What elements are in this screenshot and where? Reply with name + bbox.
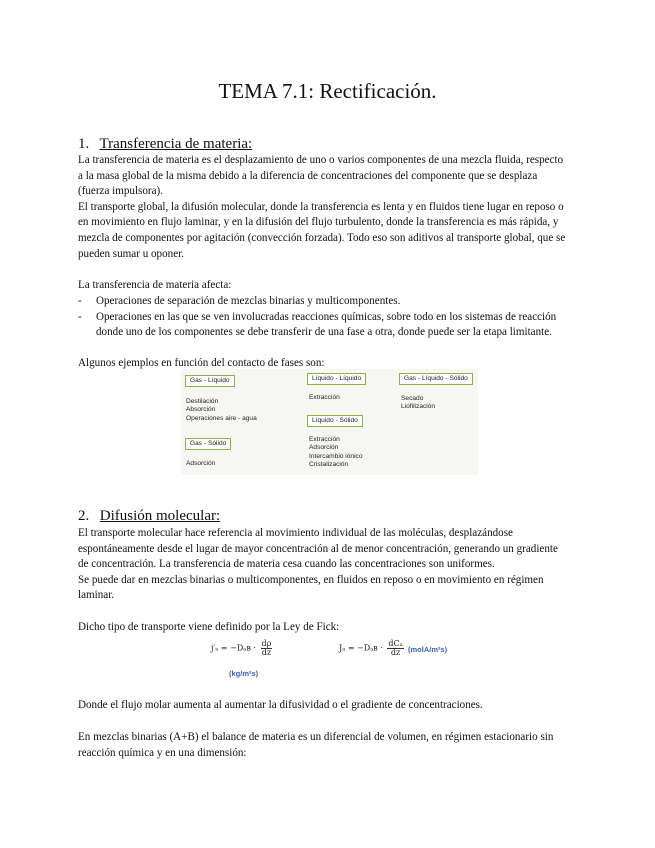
affects-list [78,294,598,341]
fraction-denominator: dz [261,648,272,657]
list-item: Adsorción [186,460,216,467]
box-gas-solido: Gas - Sólido [185,438,231,450]
text-line: donde uno de los componentes se debe transferir de una fase a otra, donde puede ser la etapa limitante. [96,326,552,339]
equation-lhs: Jₐ = −Dₐʙ · [339,643,383,653]
text-line: El transporte molecular hace referencia al movimiento individual de las moléculas, desplazándose [78,527,513,539]
list-liquido-liquido [309,394,340,402]
equation-lhs: j′ₐ = −Dₐʙ · [211,643,256,653]
text-line: Operaciones en las que se ven involucradas reacciones químicas, sobre todo en los sistemas de reacción [96,310,557,323]
text-line: El transporte global, la difusión molecular, donde la transferencia es lenta y en fluidos tiene lugar en reposo o [78,200,564,213]
list-item: Extracción [309,436,340,443]
equation-fraction [387,640,403,657]
text-line: Se puede dar en mezclas binarias o multicomponentes, en fluidos en reposo o en movimiento en régimen [78,573,544,586]
list-gas-liquido-solido [401,395,435,412]
text-line: a la masa global de la misma debido a la diferencia de concentraciones del componente que se desplaza [78,169,538,182]
section-1-title: Transferencia de materia: [99,136,253,152]
equation-fraction [261,640,273,657]
examples-intro: Algunos ejemplos en función del contacto de fases son: [78,357,325,369]
text-line: reacción química y en una dimensión: [78,746,247,759]
list-item: Adsorción [309,444,339,452]
box-gas-liquido-solido: Gas - Líquido - Sólido [399,373,473,385]
fick-equation-mass [211,640,274,657]
fick-equation-molar [339,640,406,657]
text-line: pueden sumar u oponer. [78,247,184,260]
box-liquido-solido: Líquido - Sólido [307,415,363,427]
section-2-number: 2. [78,508,90,524]
section-2-paragraph-2: Donde el flujo molar aumenta al aumentar la difusividad o el gradiente de concentraciones. [78,699,483,711]
section-2-title: Difusión molecular: [99,508,221,524]
text-line: de concentración. La transferencia de materia cesa cuando las concentraciones son uniformes. [78,558,495,571]
unit-mass-flux: (kg/m²s) [229,669,259,678]
section-1-number: 1. [78,136,90,152]
bullet-dash: - [78,310,82,323]
text-line: en movimiento en flujo laminar, y en la difusión del flujo turbulento, donde la transferencia es más rápida, y [78,216,559,229]
section-2-heading [78,507,220,525]
box-gas-liquido: Gas - Líquido [185,375,235,387]
list-item [78,310,598,341]
list-item: Destilación [186,398,219,405]
text-line: (fuerza impulsora). [78,185,164,198]
list-item: Absorción [186,406,216,414]
list-liquido-solido [309,436,363,470]
text-line: mezcla de componentes por agitación (convección forzada). Todo eso son aditivos al transporte global, que se [78,231,566,244]
fraction-numerator: dCₐ [388,639,403,648]
list-item: Operaciones aire - agua [186,414,257,422]
text-line: Operaciones de separación de mezclas binarias y multicomponentes. [96,295,401,307]
text-line: La transferencia de materia es el desplazamiento de uno o varios componentes de una mezcla fluida, respecto [78,154,564,166]
fick-intro: Dicho tipo de transporte viene definido por la Ley de Fick: [78,621,340,633]
section-2-paragraph-3 [78,730,598,761]
phase-contact-figure [181,369,478,475]
fraction-denominator: dz [390,648,401,657]
list-gas-solido [186,460,215,468]
bullet-dash: - [78,295,82,307]
document-title: TEMA 7.1: Rectificación. [218,79,437,103]
section-1-paragraph [78,153,598,262]
list-item: Cristalización [309,461,349,469]
list-gas-liquido [186,398,257,423]
box-liquido-liquido: Líquido - Líquido [307,373,366,385]
section-1-heading [78,135,252,153]
list-item: Secado [401,395,424,402]
text-line: laminar. [78,589,115,602]
text-line: espontáneamente desde el lugar de mayor concentración al de menor concentración, generando un gradiente [78,542,558,555]
list-item [78,294,598,310]
fraction-numerator: dρ [261,639,272,648]
list-item: Intercambio iónico [309,452,363,460]
affects-intro: La transferencia de materia afecta: [78,279,232,291]
list-item: Extracción [309,394,340,401]
unit-molar-flux: (molA/m²s) [408,645,448,654]
section-2-paragraph [78,526,598,604]
list-item: Liofilización [401,403,436,411]
text-line: En mezclas binarias (A+B) el balance de materia es un diferencial de volumen, en régimen estacionario sin [78,731,554,743]
